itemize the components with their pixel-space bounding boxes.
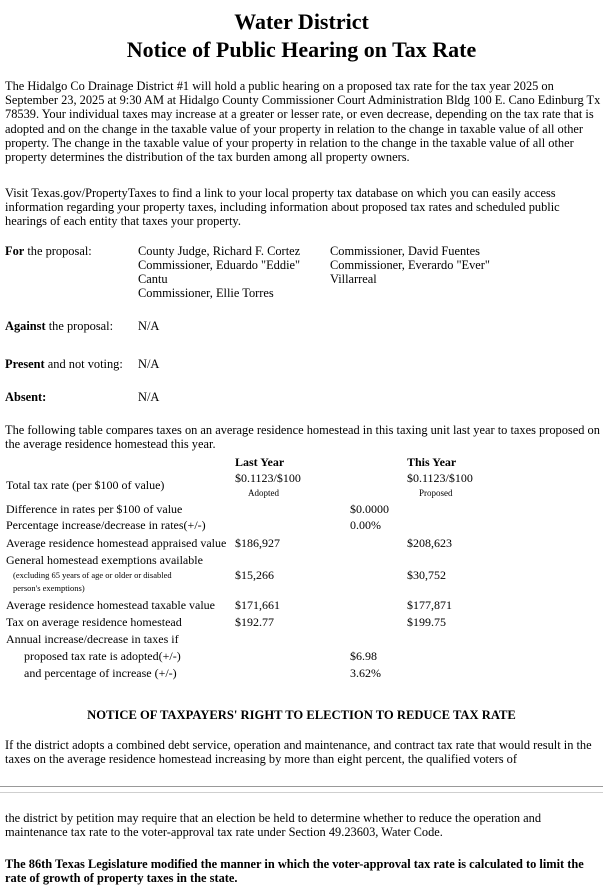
comparison-intro: The following table compares taxes on an average residence homestead in this taxing unit last year to taxes proposed on the average residence homestead this year.: [5, 423, 600, 452]
election-paragraph-part2: the district by petition may require that an election be held to determine whether to reduce the operation and maintenance tax rate to the voter-approval tax rate under Section 49.23603, Water Code.: [5, 811, 542, 840]
for-name: Commissioner, Everardo "Ever": [330, 258, 490, 272]
percentage-value: 0.00%: [350, 518, 381, 532]
for-names-col1: [138, 244, 300, 300]
total-rate-this-year: $0.1123/$100: [407, 471, 473, 485]
row-label-pct-increase: and percentage of increase (+/-): [24, 666, 177, 680]
for-name: Commissioner, Ellie Torres: [138, 286, 274, 300]
present-label-rest: and not voting:: [44, 357, 123, 371]
row-label-percentage: Percentage increase/decrease in rates(+/-): [6, 518, 206, 532]
exemptions-note-line1: (excluding 65 years of age or older or disabled: [13, 570, 172, 580]
tax-last-year: $192.77: [235, 615, 274, 629]
for-names-col2: [330, 244, 490, 286]
exemptions-note-line2: person's exemptions): [13, 583, 85, 593]
total-rate-last-note: Adopted: [248, 488, 279, 498]
for-name: Cantu: [138, 272, 168, 286]
present-value: N/A: [138, 357, 160, 371]
taxable-last-year: $171,661: [235, 598, 280, 612]
adopted-value: $6.98: [350, 649, 377, 663]
against-value: N/A: [138, 319, 160, 333]
against-label: [5, 319, 113, 334]
absent-label: [5, 390, 46, 405]
property-taxes-paragraph: Visit Texas.gov/PropertyTaxes to find a link to your local property tax database on which you can easily access information regarding your property taxes, including information about proposed tax rates and scheduled public hearings of each entity that taxes your property.: [5, 186, 560, 229]
difference-value: $0.0000: [350, 502, 389, 516]
legislature-note: The 86th Texas Legislature modified the manner in which the voter-approval tax rate is calculated to limit the rate of growth of property taxes in the state.: [5, 857, 584, 886]
election-heading: NOTICE OF TAXPAYERS' RIGHT TO ELECTION TO REDUCE TAX RATE: [87, 708, 516, 722]
total-rate-last-year: $0.1123/$100: [235, 471, 301, 485]
absent-value: N/A: [138, 390, 160, 404]
for-label-bold: For: [5, 244, 25, 258]
taxable-this-year: $177,871: [407, 598, 452, 612]
exemptions-last-year: $15,266: [235, 568, 274, 582]
page-break-divider-lower: [0, 792, 603, 793]
row-label-appraised: Average residence homestead appraised value: [6, 536, 227, 550]
row-label-adopted: proposed tax rate is adopted(+/-): [24, 649, 181, 663]
col-header-last-year: Last Year: [235, 455, 285, 469]
notice-title-line1: Water District: [234, 9, 369, 34]
pct-increase-value: 3.62%: [350, 666, 381, 680]
row-label-total-rate: Total tax rate (per $100 of value): [6, 478, 165, 492]
present-label: [5, 357, 123, 372]
for-name: Commissioner, Eduardo "Eddie": [138, 258, 301, 272]
row-label-taxable: Average residence homestead taxable value: [6, 598, 216, 612]
row-label-tax: Tax on average residence homestead: [6, 615, 182, 629]
absent-label-bold: Absent:: [5, 390, 47, 404]
row-label-exemptions: General homestead exemptions available: [6, 553, 203, 567]
for-name: Villarreal: [330, 272, 377, 286]
for-name: County Judge, Richard F. Cortez: [138, 244, 301, 258]
against-label-rest: the proposal:: [45, 319, 114, 333]
against-label-bold: Against: [5, 319, 46, 333]
for-label: [5, 244, 92, 259]
row-label-difference: Difference in rates per $100 of value: [6, 502, 183, 516]
intro-paragraph: The Hidalgo Co Drainage District #1 will hold a public hearing on a proposed tax rate for the tax year 2025 on September 23, 2025 at 9:30 AM at Hidalgo County Commissioner Court Administration Bldg 100 E. Cano Edinburg Tx 78539. Your individual taxes may increase at a greater or lesser rate, or even decrease, depending on the tax rate that is adopted and on the change in the taxable value of your property in relation to the change in taxable value of all other property. The change in the taxable value of your property in relation to the change in the taxable value of all other property determines the distribution of the tax burden among all property owners.: [5, 79, 601, 165]
page-break-divider: [0, 786, 603, 787]
total-rate-this-note: Proposed: [419, 488, 453, 498]
for-label-rest: the proposal:: [24, 244, 92, 258]
row-label-annual: Annual increase/decrease in taxes if: [6, 632, 179, 646]
appraised-this-year: $208,623: [407, 536, 452, 550]
appraised-last-year: $186,927: [235, 536, 280, 550]
election-paragraph-part1: If the district adopts a combined debt service, operation and maintenance, and contract tax rate that would result in the taxes on the average residence homestead increasing by more than eight percent, the qualified voters of: [5, 738, 592, 767]
exemptions-this-year: $30,752: [407, 568, 446, 582]
present-label-bold: Present: [5, 357, 45, 371]
col-header-this-year: This Year: [407, 455, 457, 469]
for-name: Commissioner, David Fuentes: [330, 244, 480, 258]
tax-this-year: $199.75: [407, 615, 446, 629]
notice-title-line2: Notice of Public Hearing on Tax Rate: [126, 37, 477, 62]
